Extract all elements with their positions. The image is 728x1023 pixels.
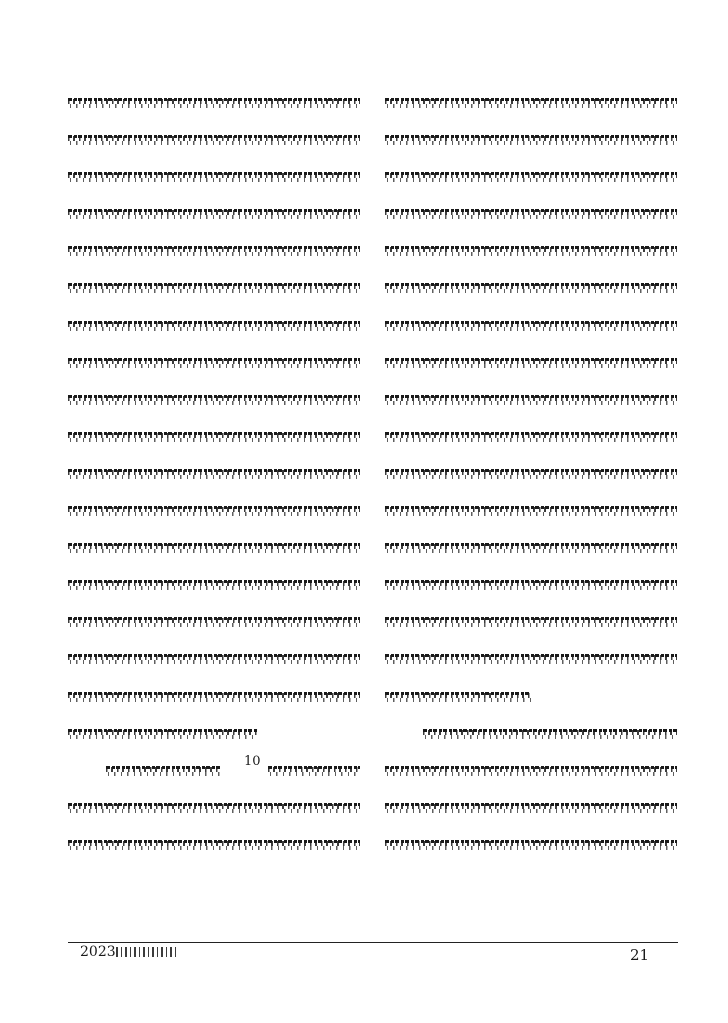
tibetan-script-line [68,430,360,442]
tibetan-script-line [385,541,677,553]
text-line [385,640,677,677]
text-line [68,307,360,344]
tibetan-script-line [385,764,677,776]
tibetan-script-line [385,504,677,516]
tibetan-script-line [68,207,360,219]
text-line [68,789,360,826]
text-line [385,232,677,269]
text-line [68,121,360,158]
text-line [385,566,677,603]
tibetan-script-line [68,652,360,664]
text-line [385,344,677,381]
footer-journal-label [80,944,176,960]
tibetan-script-line [68,615,360,627]
tibetan-script-line [385,838,677,850]
text-line [385,752,677,789]
text-line [385,381,677,418]
text-line [385,529,677,566]
text-line [68,678,360,715]
tibetan-script-line [68,467,360,479]
right-column-text [385,84,677,863]
inline-number: 10 [244,753,261,769]
tibetan-script-line [68,96,360,108]
tibetan-script-line [385,319,677,331]
tibetan-script-line [385,96,677,108]
text-line [385,418,677,455]
tibetan-script-line [385,170,677,182]
text-line [385,455,677,492]
text-line [68,640,360,677]
page-number: 21 [630,946,650,964]
tibetan-script-line [385,133,677,145]
tibetan-script-line [385,281,677,293]
tibetan-script-line [68,319,360,331]
text-line [68,566,360,603]
text-line [385,195,677,232]
text-line [385,603,677,640]
tibetan-script-line [68,356,360,368]
tibetan-script-line [68,801,360,813]
text-line [68,269,360,306]
tibetan-script-line [385,207,677,219]
tibetan-script-line [385,467,677,479]
text-line [385,492,677,529]
text-line [68,492,360,529]
text-line [385,826,677,863]
tibetan-journal-title [116,947,176,957]
tibetan-script-line [106,764,220,776]
tibetan-script-line [68,393,360,405]
text-line [68,455,360,492]
text-line [68,529,360,566]
tibetan-script-line [385,578,677,590]
text-line [385,678,677,715]
tibetan-script-line [385,244,677,256]
tibetan-script-line [385,393,677,405]
tibetan-script-line [385,356,677,368]
tibetan-script-line [68,281,360,293]
tibetan-script-line [68,170,360,182]
text-line [68,381,360,418]
tibetan-script-line [423,727,677,739]
text-line [68,195,360,232]
tibetan-script-line [385,690,531,702]
text-line [385,715,677,752]
text-line [385,158,677,195]
tibetan-script-line [68,578,360,590]
tibetan-script-line [385,615,677,627]
tibetan-script-line [385,652,677,664]
tibetan-script-line [68,838,360,850]
text-line [68,84,360,121]
text-line [385,269,677,306]
tibetan-script-line [68,244,360,256]
footer-year: 2023 [80,944,116,960]
left-column-text [68,84,360,863]
tibetan-script-line [68,727,258,739]
text-line [385,84,677,121]
text-line [385,121,677,158]
text-line [385,307,677,344]
text-line [68,826,360,863]
tibetan-script-line [385,801,677,813]
tibetan-script-line [68,541,360,553]
tibetan-script-line [268,764,360,776]
text-line [68,158,360,195]
text-line [68,232,360,269]
footer-divider [68,942,678,943]
tibetan-script-line [68,133,360,145]
text-line [385,789,677,826]
text-line [68,418,360,455]
tibetan-script-line [68,690,360,702]
tibetan-script-line [68,504,360,516]
text-line [68,715,360,752]
text-line [68,344,360,381]
text-line [68,603,360,640]
tibetan-script-line [385,430,677,442]
text-line [68,752,360,789]
